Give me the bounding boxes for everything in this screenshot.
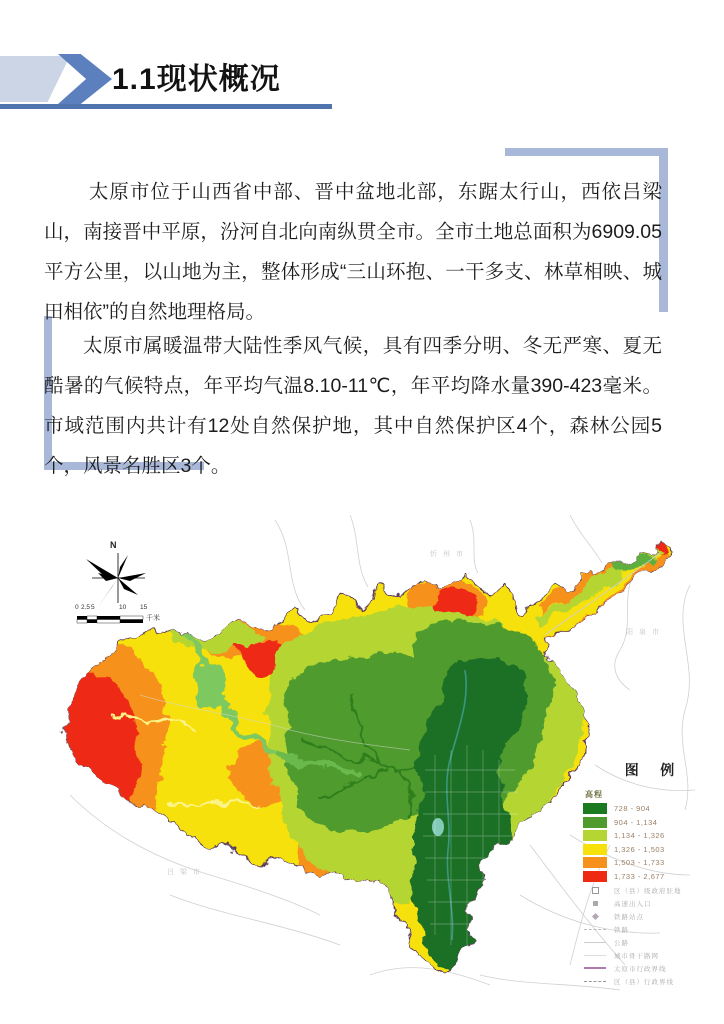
elevation-range: 1,326 - 1,503: [614, 844, 665, 854]
city-boundary-line-icon: [584, 967, 606, 969]
elevation-swatch: [583, 857, 607, 868]
urban-road-line-icon: [584, 955, 606, 956]
railway-line-icon: [584, 929, 606, 930]
elevation-swatch: [583, 830, 607, 841]
legend-symbol-row: [583, 899, 719, 908]
context-label-xinzhou: 忻州市: [430, 551, 469, 558]
legend-symbol-row: [583, 938, 719, 947]
legend-symbol-row: [583, 964, 719, 973]
legend-elevation-row: [583, 871, 719, 882]
highway-line-icon: [584, 942, 606, 943]
map-legend: [583, 760, 719, 990]
legend-elevation-row: [583, 844, 719, 855]
elevation-swatch: [583, 844, 607, 855]
elevation-range: 904 - 1,134: [614, 817, 658, 827]
paragraph-location: 太原市位于山西省中部、晋中盆地北部，东踞太行山，西依吕梁山，南接晋中平原，汾河自北向南纵贯全市。全市土地总面积为6909.05平方公里，以山地为主，整体形成“三山环抱、一干多支、林草相映、城田相依”的自然地理格局。: [44, 181, 662, 323]
header-light-parallelogram: [0, 56, 70, 102]
elevation-range: 728 - 904: [614, 804, 651, 813]
north-arrow-icon: [86, 553, 146, 607]
symbol-label: 太原市行政界线: [614, 965, 667, 973]
district-boundary-line-icon: [584, 981, 606, 982]
scale-tick-0: 0: [75, 604, 79, 611]
elevation-swatch: [583, 817, 607, 828]
scale-tick-3: 10: [119, 604, 127, 611]
scale-tick-4: 15: [140, 604, 148, 611]
jinyang-lake: [432, 818, 444, 836]
legend-symbol-row: [583, 912, 719, 921]
paragraph1-bracket-top: [505, 148, 668, 156]
context-label-lvliang: 吕梁市: [167, 869, 206, 876]
legend-elevation-row: [583, 830, 719, 841]
elevation-range: 1,134 - 1,326: [614, 831, 665, 840]
elevation-range: 1,503 - 1,733: [614, 858, 665, 867]
station-icon: [591, 912, 598, 919]
legend-elevation-row: [583, 857, 719, 868]
scale-tick-2: 5: [91, 604, 95, 611]
legend-symbol-row: [583, 977, 719, 986]
symbol-label: 区（县）级政府驻地: [614, 887, 682, 895]
scale-bar: [77, 616, 143, 623]
elevation-swatch: [583, 803, 607, 814]
symbol-label: 城市骨干路网: [614, 952, 659, 960]
seat-icon: [592, 887, 599, 894]
legend-title: 图 例: [624, 764, 684, 779]
legend-elevation-row: [583, 803, 719, 814]
elevation-swatch: [583, 871, 607, 882]
elevation-range: 1,733 - 2,677: [614, 871, 665, 881]
section-title: 1.1现状概况: [112, 63, 281, 96]
north-label: N: [110, 540, 117, 550]
symbol-label: 铁路站点: [614, 913, 644, 921]
symbol-label: 铁路: [614, 926, 629, 934]
scale-unit-label: 千米: [146, 615, 160, 622]
scale-tick-1: 2.5: [81, 604, 91, 611]
symbol-label: 高速出入口: [614, 900, 652, 908]
legend-symbol-row: [583, 886, 719, 895]
legend-elevation-label: 高程: [585, 790, 603, 799]
symbol-label: 公路: [614, 939, 629, 947]
header-underline: [0, 104, 332, 109]
context-label-yangquan: 阳泉市: [626, 629, 665, 636]
symbol-label: 区（县）行政界线: [614, 978, 674, 986]
interchange-icon: [593, 901, 598, 906]
legend-symbol-row: [583, 925, 719, 934]
paragraph-climate: 太原市属暖温带大陆性季风气候，具有四季分明、冬无严寒、夏无酷暑的气候特点，年平均气温8.10-11℃，年平均降水量390-423毫米。市域范围内共计有12处自然保护地，其中自然保护区4个，森林公园5个，风景名胜区3个。: [44, 335, 662, 477]
legend-symbol-row: [583, 951, 719, 960]
legend-elevation-row: [583, 817, 719, 828]
